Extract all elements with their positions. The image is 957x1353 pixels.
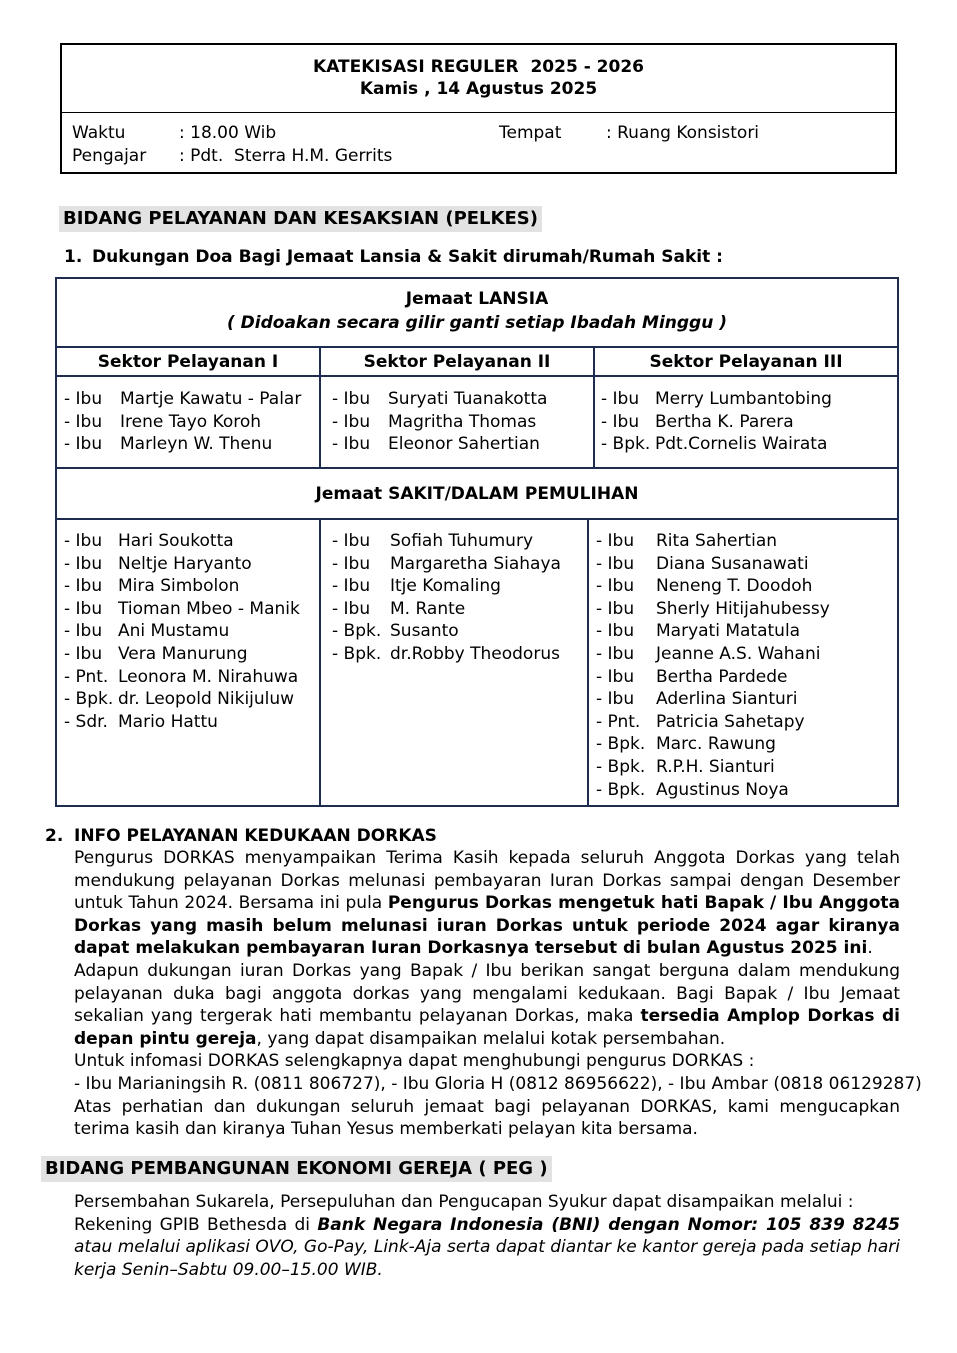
dorkas-number: 2. (45, 826, 64, 846)
list-item: - Bpk. Susanto (332, 621, 459, 642)
list-item: - Ibu Itje Komaling (332, 576, 501, 597)
lansia-divider-2 (57, 375, 897, 377)
list-item: - Ibu Diana Susanawati (596, 553, 809, 574)
list-item: - Ibu Hari Soukotta (64, 531, 234, 551)
list-item: - Ibu Margaretha Siahaya (332, 553, 561, 574)
header-title: KATEKISASI REGULER 2025 - 2026 (313, 57, 644, 77)
list-item: - Bpk. dr. Leopold Nikijuluw (64, 689, 295, 710)
list-item: - Ibu Ani Mustamu (64, 621, 230, 642)
peg-heading: BIDANG PEMBANGUNAN EKONOMI GEREJA ( PEG ) (41, 1156, 552, 1182)
pelkes-heading: BIDANG PELAYANAN DAN KESAKSIAN (PELKES) (59, 206, 542, 232)
list-item: - Ibu Bertha Pardede (596, 666, 788, 687)
sakit-col2-list (332, 530, 561, 666)
dorkas-paragraph-2: Adapun dukungan iuran Dorkas yang Bapak / Ibu berikan sangat berguna dalam mendukung pelayanan duka bagi anggota dorkas yang mengalami kedukaan. Bagi Bapak / Ibu Jemaat sekalian yang tergerak hati membantu pelayanan Dorkas, maka tersedia Amplop Dorkas di depan pintu gereja, yang dapat disampaikan melalui kotak persembahan. (74, 960, 900, 1049)
lansia-subtitle: ( Didoakan secara gilir ganti setiap Ibadah Minggu ) (226, 313, 728, 333)
list-item: - Ibu Martje Kawatu - Palar (64, 389, 302, 409)
tempat-label: Tempat (499, 123, 562, 143)
list-item: - Ibu Rita Sahertian (596, 531, 778, 551)
pengajar-value: : Pdt. Sterra H.M. Gerrits (179, 146, 393, 166)
list-item: - Ibu Suryati Tuanakotta (332, 389, 548, 409)
list-item: - Ibu M. Rante (332, 598, 466, 619)
sakit-col1-list (64, 530, 300, 733)
header-box (60, 43, 897, 174)
list-item: - Bpk. Marc. Rawung (596, 734, 776, 755)
lansia-col1-list (64, 388, 301, 456)
sakit-table (55, 467, 899, 807)
list-item: - Ibu Magritha Thomas (332, 411, 537, 432)
list-item: - Ibu Jeanne A.S. Wahani (596, 643, 821, 664)
dorkas-paragraph-4: Atas perhatian dan dukungan seluruh jemaat bagi pelayanan DORKAS, kami mengucapkan terima kasih dan kiranya Tuhan Yesus memberkati pelayan kita bersama. (74, 1096, 900, 1140)
list-item: - Ibu Sherly Hitijahubessy (596, 598, 830, 619)
waktu-value: : 18.00 Wib (179, 123, 277, 143)
peg-line-1: Persembahan Sukarela, Persepuluhan dan Pengucapan Syukur dapat disampaikan melalui : (74, 1192, 854, 1212)
list-item: - Bpk. R.P.H. Sianturi (596, 756, 775, 777)
lansia-divider-1 (57, 346, 897, 348)
lansia-col1-head: Sektor Pelayanan I (97, 352, 279, 372)
list-item: - Ibu Irene Tayo Koroh (64, 411, 262, 432)
list-item: - Bpk. Agustinus Noya (596, 779, 789, 800)
sakit-vline-2 (587, 518, 589, 805)
sakit-vline-1 (319, 518, 321, 805)
dorkas-heading (45, 825, 437, 847)
list-item: - Ibu Marleyn W. Thenu (64, 434, 273, 455)
list-item: - Ibu Aderlina Sianturi (596, 689, 798, 710)
list-item: - Ibu Maryati Matatula (596, 621, 801, 642)
list-item: - Ibu Mira Simbolon (64, 576, 240, 597)
sakit-divider (57, 518, 897, 520)
header-info-left (72, 122, 392, 168)
tempat-value: : Ruang Konsistori (606, 123, 760, 143)
list-item: - Ibu Tioman Mbeo - Manik (64, 598, 300, 619)
lansia-col2-head: Sektor Pelayanan II (363, 352, 551, 372)
header-title-area (62, 45, 895, 113)
list-item: - Ibu Bertha K. Parera (601, 411, 794, 432)
lansia-col3-head: Sektor Pelayanan III (649, 352, 843, 372)
item1-text: Dukungan Doa Bagi Jemaat Lansia & Sakit dirumah/Rumah Sakit : (92, 247, 723, 267)
item1-number: 1. (64, 247, 83, 267)
item1-title (64, 246, 723, 268)
dorkas-body (74, 847, 922, 1141)
peg-body (74, 1191, 900, 1281)
lansia-title: Jemaat LANSIA (405, 289, 549, 309)
pengajar-label: Pengajar (72, 146, 147, 166)
header-date: Kamis , 14 Agustus 2025 (359, 79, 598, 99)
dorkas-paragraph-3: Untuk infomasi DORKAS selengkapnya dapat menghubungi pengurus DORKAS : (74, 1051, 755, 1072)
list-item: - Ibu Neltje Haryanto (64, 553, 252, 574)
sakit-col3-list (596, 530, 830, 801)
waktu-label: Waktu (72, 123, 126, 143)
list-item: - Ibu Sofiah Tuhumury (332, 531, 534, 551)
header-info-right (499, 122, 759, 145)
sakit-title: Jemaat SAKIT/DALAM PEMULIHAN (315, 484, 639, 504)
dorkas-contacts: - Ibu Marianingsih R. (0811 806727), - Ibu Gloria H (0812 86956622), - Ibu Ambar (0818 06129287) (74, 1073, 922, 1094)
list-item: - Ibu Eleonor Sahertian (332, 434, 540, 455)
peg-line-2: Rekening GPIB Bethesda di Bank Negara Indonesia (BNI) dengan Nomor: 105 839 8245 atau melalui aplikasi OVO, Go-Pay, Link-Aja serta dapat diantar ke kantor gereja pada setiap hari kerja Senin–Sabtu 09.00–15.00 WIB. (74, 1214, 900, 1280)
list-item: - Ibu Neneng T. Doodoh (596, 576, 813, 597)
list-item: - Bpk. dr.Robby Theodorus (332, 643, 560, 664)
lansia-col3-list (601, 388, 832, 456)
lansia-col2-list (332, 388, 547, 456)
lansia-table (55, 277, 899, 469)
dorkas-title: INFO PELAYANAN KEDUKAAN DORKAS (74, 826, 437, 846)
list-item: - Pnt. Leonora M. Nirahuwa (64, 666, 299, 687)
list-item: - Pnt. Patricia Sahetapy (596, 711, 805, 732)
list-item: - Ibu Merry Lumbantobing (601, 389, 832, 409)
dorkas-paragraph-1: Pengurus DORKAS menyampaikan Terima Kasih kepada seluruh Anggota Dorkas yang telah mendukung pelayanan Dorkas melunasi pembayaran Iuran Dorkas sampai dengan Desember untuk Tahun 2024. Bersama ini pula Pengurus Dorkas mengetuk hati Bapak / Ibu Anggota Dorkas yang masih belum melunasi iuran Dorkas untuk periode 2024 agar kiranya dapat melakukan pembayaran Iuran Dorkasnya tersebut di bulan Agustus 2025 ini. (74, 848, 900, 959)
list-item: - Sdr. Mario Hattu (64, 711, 218, 732)
list-item: - Bpk. Pdt.Cornelis Wairata (601, 434, 828, 455)
list-item: - Ibu Vera Manurung (64, 643, 248, 664)
